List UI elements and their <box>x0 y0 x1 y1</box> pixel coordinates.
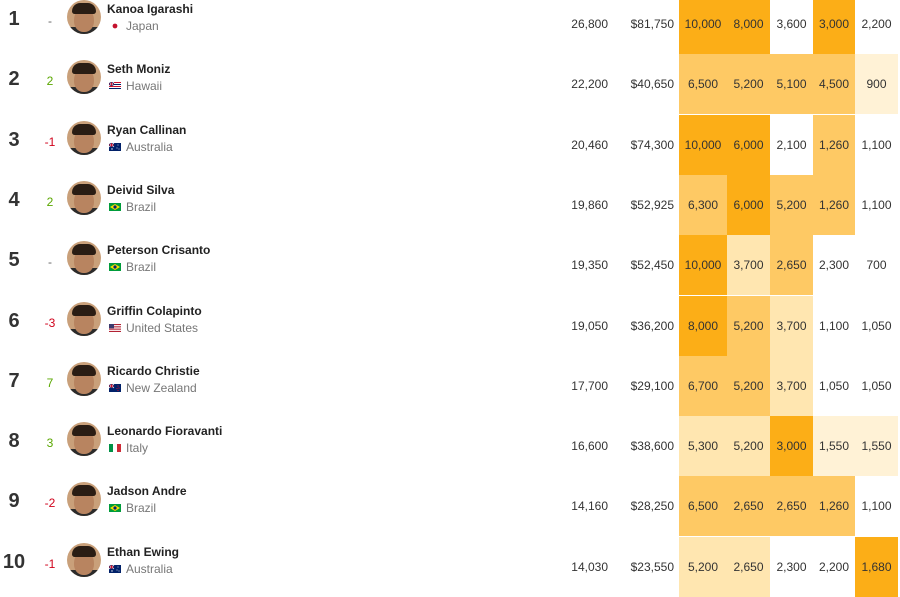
athlete-country <box>109 19 159 33</box>
athlete-country <box>109 381 197 395</box>
total-points: 14,030 <box>571 560 608 574</box>
event-result-cell: 6,000 <box>727 175 770 235</box>
event-result-cell: 6,500 <box>679 54 727 114</box>
event-result-cell: 5,200 <box>727 296 770 356</box>
event-result-cell: 5,200 <box>679 537 727 597</box>
japan-flag-icon <box>109 22 121 30</box>
country-label: Hawaii <box>126 79 163 93</box>
event-result-cell: 3,000 <box>770 416 813 476</box>
athlete-name[interactable]: Ricardo Christie <box>107 364 200 378</box>
event-result-cell: 3,700 <box>727 235 770 295</box>
prize-money: $28,250 <box>630 499 674 513</box>
rank-number: 2 <box>8 68 20 90</box>
athlete-country <box>109 501 156 515</box>
prize-money: $38,600 <box>630 439 674 453</box>
rank-change: -1 <box>44 557 56 571</box>
brazil-flag-icon <box>109 504 121 512</box>
event-result-cell: 2,650 <box>770 235 813 295</box>
total-points: 19,860 <box>571 198 608 212</box>
event-result-cell: 5,200 <box>727 416 770 476</box>
event-result-cell: 5,200 <box>727 54 770 114</box>
event-result-cell: 2,300 <box>776 560 807 574</box>
rank-number: 1 <box>8 8 20 30</box>
prize-money: $36,200 <box>630 319 674 333</box>
rank-change: -3 <box>44 316 56 330</box>
event-result-cell: 1,050 <box>818 379 850 393</box>
usa-flag-icon <box>109 324 121 332</box>
event-result-cell: 5,200 <box>770 175 813 235</box>
event-result-cell: 900 <box>855 54 898 114</box>
table-row[interactable] <box>0 356 900 416</box>
event-result-cell: 1,100 <box>861 499 892 513</box>
rank-change: 3 <box>46 436 54 450</box>
event-result-cell: 5,300 <box>679 416 727 476</box>
country-label: Australia <box>126 140 173 154</box>
event-result-cell: 6,700 <box>679 356 727 416</box>
italy-flag-icon <box>109 444 121 452</box>
hawaii-flag-icon <box>109 82 121 90</box>
event-result-cell: 8,000 <box>679 296 727 356</box>
total-points: 22,200 <box>571 77 608 91</box>
rank-change: - <box>48 14 52 28</box>
athlete-name[interactable]: Kanoa Igarashi <box>107 2 194 16</box>
table-row[interactable] <box>0 416 900 476</box>
event-result-cell: 1,050 <box>861 379 892 393</box>
event-result-cell: 3,000 <box>813 0 855 54</box>
athlete-avatar[interactable] <box>67 422 101 456</box>
total-points: 17,700 <box>571 379 608 393</box>
table-row[interactable] <box>0 476 900 536</box>
prize-money: $52,450 <box>630 258 674 272</box>
rank-number: 4 <box>8 189 20 211</box>
athlete-country <box>109 140 173 154</box>
athlete-country <box>109 79 162 93</box>
table-row[interactable] <box>0 54 900 114</box>
event-result-cell: 1,260 <box>813 115 855 175</box>
athlete-country <box>109 260 156 274</box>
athlete-country <box>109 321 198 335</box>
event-result-cell: 6,000 <box>727 115 770 175</box>
event-result-cell: 700 <box>866 258 887 272</box>
australia-flag-icon <box>109 565 121 573</box>
australia-flag-icon <box>109 143 121 151</box>
rank-number: 5 <box>8 249 20 271</box>
country-label: Italy <box>126 441 149 455</box>
athlete-avatar[interactable] <box>67 121 101 155</box>
brazil-flag-icon <box>109 263 121 271</box>
event-result-cell: 2,650 <box>727 537 770 597</box>
athlete-country <box>109 200 156 214</box>
event-result-cell: 5,200 <box>727 356 770 416</box>
event-result-cell: 3,700 <box>770 356 813 416</box>
country-label: Brazil <box>126 501 157 515</box>
country-label: Australia <box>126 562 173 576</box>
athlete-avatar[interactable] <box>67 362 101 396</box>
event-result-cell: 10,000 <box>679 115 727 175</box>
event-result-cell: 2,200 <box>818 560 850 574</box>
country-label: Japan <box>126 19 159 33</box>
athlete-name[interactable]: Jadson Andre <box>107 484 187 498</box>
event-result-cell: 1,550 <box>855 416 898 476</box>
rank-number: 9 <box>8 490 20 512</box>
athlete-avatar[interactable] <box>67 241 101 275</box>
table-row[interactable] <box>0 175 900 235</box>
event-result-cell: 1,260 <box>813 175 855 235</box>
athlete-name[interactable]: Ethan Ewing <box>107 545 179 559</box>
athlete-name[interactable]: Ryan Callinan <box>107 123 187 137</box>
country-label: Brazil <box>126 200 157 214</box>
athlete-avatar[interactable] <box>67 543 101 577</box>
event-result-cell: 6,500 <box>679 476 727 536</box>
event-result-cell: 1,550 <box>813 416 855 476</box>
table-row[interactable] <box>0 296 900 356</box>
total-points: 26,800 <box>571 17 608 31</box>
event-result-cell: 3,600 <box>776 17 807 31</box>
athlete-name[interactable]: Seth Moniz <box>107 62 171 76</box>
rank-change: 2 <box>46 74 54 88</box>
event-result-cell: 2,650 <box>770 476 813 536</box>
rank-number: 6 <box>8 310 20 332</box>
athlete-avatar[interactable] <box>67 181 101 215</box>
total-points: 16,600 <box>571 439 608 453</box>
rank-change: -2 <box>44 496 56 510</box>
total-points: 19,050 <box>571 319 608 333</box>
athlete-country <box>109 441 148 455</box>
prize-money: $81,750 <box>630 17 674 31</box>
event-result-cell: 2,300 <box>818 258 850 272</box>
event-result-cell: 1,100 <box>861 198 892 212</box>
event-result-cell: 10,000 <box>679 0 727 54</box>
event-result-cell: 2,650 <box>727 476 770 536</box>
prize-money: $23,550 <box>630 560 674 574</box>
table-row[interactable] <box>0 537 900 597</box>
event-result-cell: 3,700 <box>770 296 813 356</box>
event-result-cell: 5,100 <box>770 54 813 114</box>
event-result-cell: 8,000 <box>727 0 770 54</box>
event-result-cell: 1,260 <box>813 476 855 536</box>
rank-number: 8 <box>8 430 20 452</box>
athlete-country <box>109 562 173 576</box>
event-result-cell: 1,680 <box>855 537 898 597</box>
event-result-cell: 1,100 <box>818 319 850 333</box>
total-points: 20,460 <box>571 138 608 152</box>
rank-change: 2 <box>46 195 54 209</box>
brazil-flag-icon <box>109 203 121 211</box>
athlete-avatar[interactable] <box>67 0 101 34</box>
prize-money: $29,100 <box>630 379 674 393</box>
event-result-cell: 4,500 <box>813 54 855 114</box>
event-result-cell: 10,000 <box>679 235 727 295</box>
country-label: Brazil <box>126 260 157 274</box>
table-row[interactable] <box>0 0 900 54</box>
event-result-cell: 1,100 <box>861 138 892 152</box>
athlete-name[interactable]: Griffin Colapinto <box>107 304 202 318</box>
prize-money: $40,650 <box>630 77 674 91</box>
prize-money: $74,300 <box>630 138 674 152</box>
rank-change: -1 <box>44 135 56 149</box>
athlete-name[interactable]: Peterson Crisanto <box>107 243 211 257</box>
country-label: United States <box>126 321 199 335</box>
rank-number: 7 <box>8 370 20 392</box>
prize-money: $52,925 <box>630 198 674 212</box>
athlete-avatar[interactable] <box>67 302 101 336</box>
country-label: New Zealand <box>126 381 197 395</box>
event-result-cell: 6,300 <box>679 175 727 235</box>
rank-change: - <box>48 255 52 269</box>
athlete-name[interactable]: Leonardo Fioravanti <box>107 424 223 438</box>
new-zealand-flag-icon <box>109 384 121 392</box>
event-result-cell: 1,050 <box>861 319 892 333</box>
rank-change: 7 <box>46 376 54 390</box>
rank-number: 10 <box>2 551 26 573</box>
athlete-avatar[interactable] <box>67 60 101 94</box>
athlete-avatar[interactable] <box>67 482 101 516</box>
total-points: 19,350 <box>571 258 608 272</box>
rank-number: 3 <box>8 129 20 151</box>
athlete-name[interactable]: Deivid Silva <box>107 183 175 197</box>
event-result-cell: 2,100 <box>776 138 807 152</box>
table-row[interactable] <box>0 235 900 295</box>
table-row[interactable] <box>0 115 900 175</box>
total-points: 14,160 <box>571 499 608 513</box>
event-result-cell: 2,200 <box>861 17 892 31</box>
